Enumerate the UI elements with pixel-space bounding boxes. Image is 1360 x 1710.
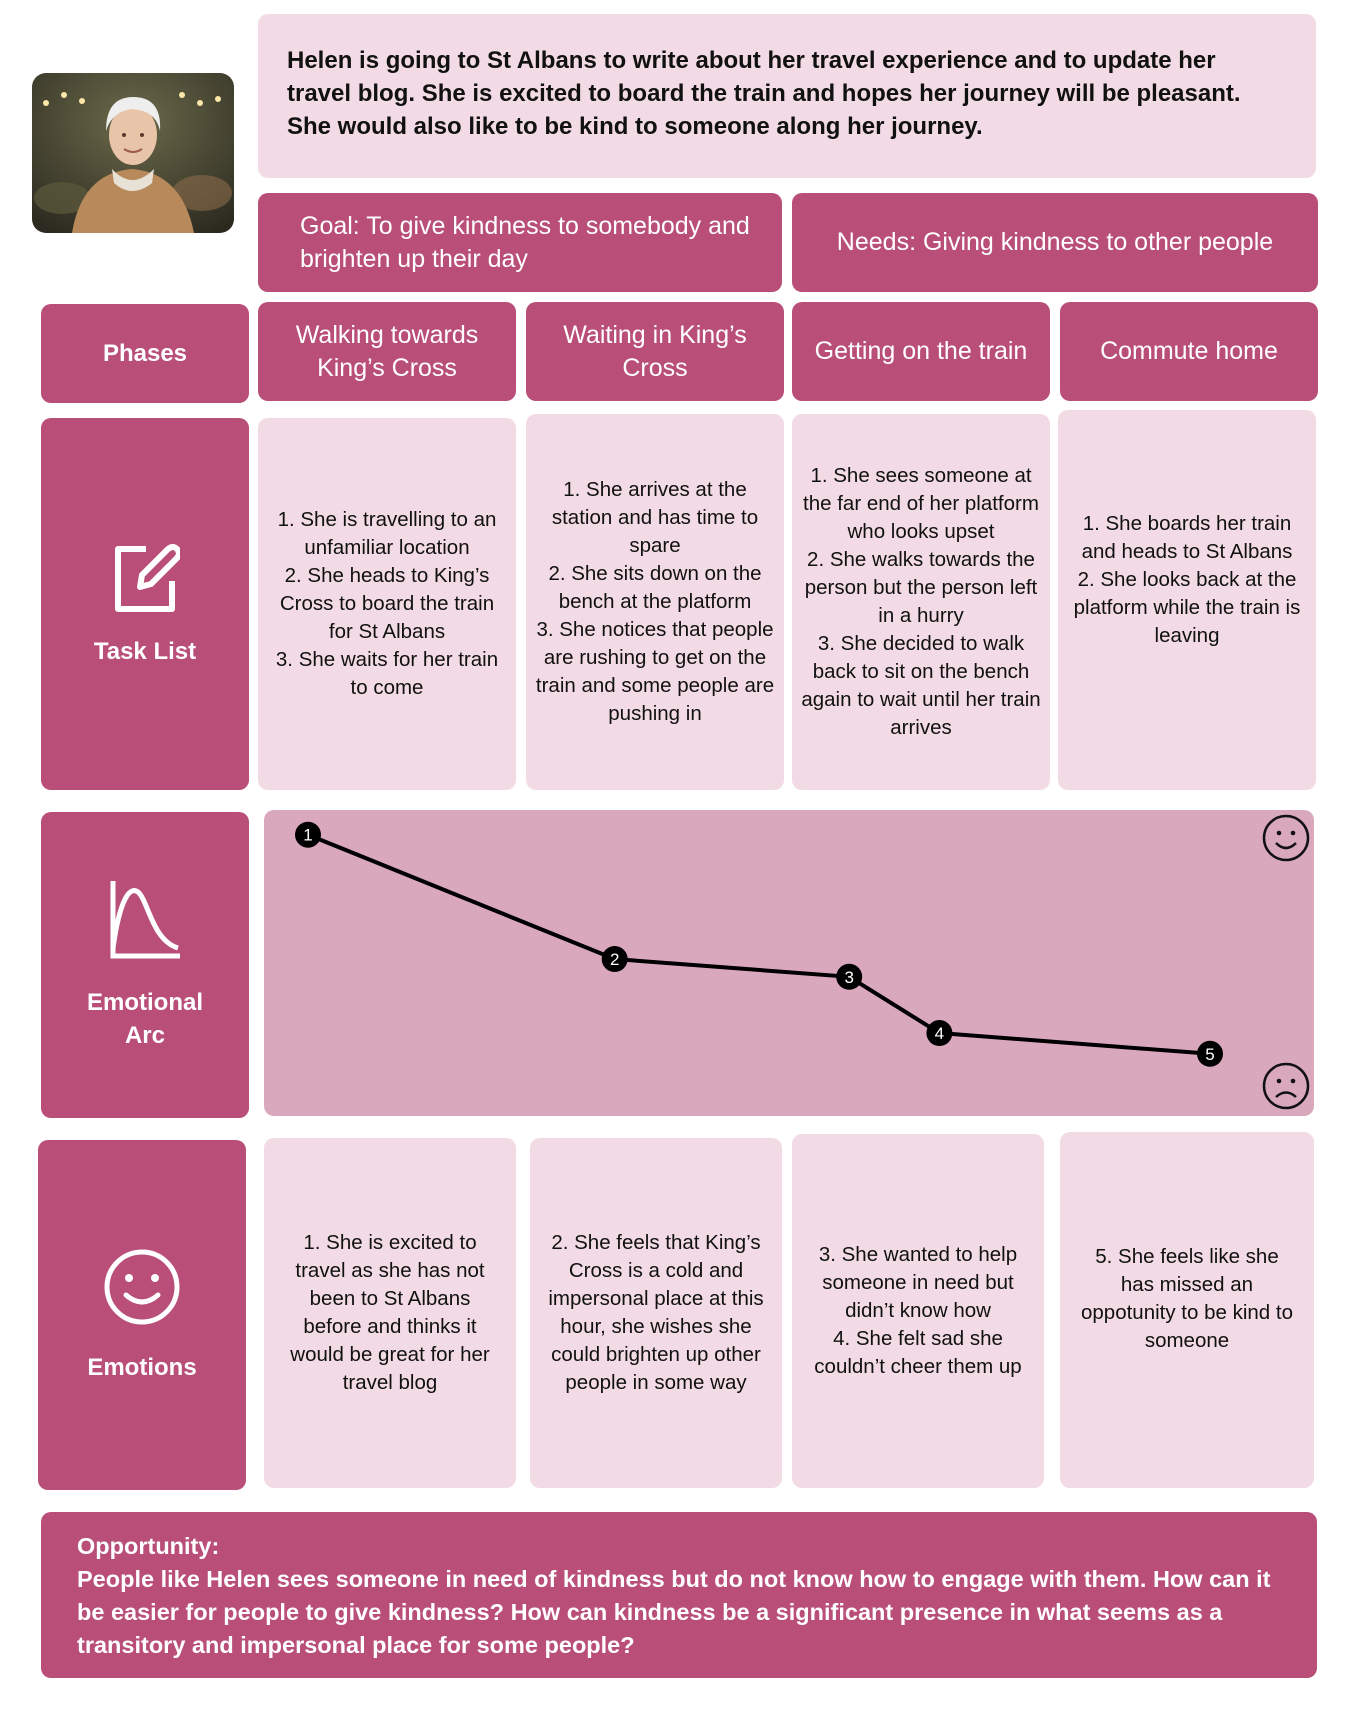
happy-face-icon xyxy=(1264,816,1308,860)
row-label-phases xyxy=(41,304,249,403)
arc-point-5 xyxy=(1197,1041,1223,1067)
smile-icon xyxy=(102,1247,182,1327)
phase-header-2-label: Waiting in King’s Cross xyxy=(563,320,747,382)
emotional-arc-label: Emotional Arc xyxy=(86,989,203,1049)
task-item: 3. She notices that people are rushing to get on the train and some people are pushing in xyxy=(535,618,775,725)
phases-label: Phases xyxy=(102,340,188,367)
task-list-label: Task List xyxy=(93,637,197,665)
row-label-task-list xyxy=(41,418,249,790)
phase-header-3 xyxy=(792,302,1050,401)
persona-photo xyxy=(32,73,234,233)
task-cell-4 xyxy=(1058,410,1316,790)
phase-header-3-label: Getting on the train xyxy=(814,337,1028,365)
arc-point-label: 2 xyxy=(609,950,620,970)
arc-point-label: 1 xyxy=(303,825,313,845)
edit-icon xyxy=(110,541,180,615)
task-item: 1. She boards her train and heads to St Albans xyxy=(1081,512,1293,563)
phase-header-1-label: Walking towards King’s Cross xyxy=(295,320,479,382)
task-item: 1. She is travelling to an unfamiliar location xyxy=(277,508,497,559)
needs-text: Needs: Giving kindness to other people xyxy=(836,228,1274,256)
emotion-item: 3. She wanted to help someone in need but didn’t know how xyxy=(818,1243,1018,1322)
task-item: 1. She arrives at the station and has time to spare xyxy=(551,478,759,557)
phase-header-2 xyxy=(526,302,784,401)
row-label-emotional-arc xyxy=(41,812,249,1118)
arc-point-label: 3 xyxy=(844,967,854,987)
opportunity-title: Opportunity: xyxy=(77,1533,220,1559)
persona-intro-text: Helen is going to St Albans to write about her travel experience and to update her travel blog. She is excited to board the train and hopes her journey will be pleasant. She would also like to be kind to someone along her journey. xyxy=(287,47,1241,140)
arc-point-4 xyxy=(926,1020,952,1046)
arc-point-label: 4 xyxy=(934,1024,945,1044)
emotion-cell-3 xyxy=(792,1134,1044,1488)
opportunity-text: People like Helen sees someone in need of kindness but do not know how to engage with them. How can it be easier for people to give kindness? How can kindness be a significant presence in what seems as a transitory and impersonal place for some people? xyxy=(77,1566,1271,1658)
emotion-cell-4 xyxy=(1060,1132,1314,1488)
task-item: 2. She looks back at the platform while the train is leaving xyxy=(1073,568,1301,647)
phase-header-4 xyxy=(1060,302,1318,401)
arc-point-label: 5 xyxy=(1205,1044,1215,1064)
phase-header-4-label: Commute home xyxy=(1100,337,1278,365)
emotion-cell-2 xyxy=(530,1138,782,1488)
curve-chart-icon xyxy=(108,878,182,962)
phase-header-1 xyxy=(258,302,516,401)
task-cell-3 xyxy=(792,414,1050,790)
goal-box xyxy=(258,193,782,292)
emotions-label: Emotions xyxy=(87,1353,197,1381)
emotion-cell-1 xyxy=(264,1138,516,1488)
task-item: 2. She sits down on the bench at the platform xyxy=(548,562,762,613)
emotion-item: 2. She feels that King’s Cross is a cold and impersonal place at this hour, she wishes she could brighten up other people in some way xyxy=(548,1231,764,1394)
needs-box xyxy=(792,193,1318,292)
task-item: 2. She walks towards the person but the person left in a hurry xyxy=(804,548,1038,627)
arc-point-3 xyxy=(836,964,862,990)
task-cell-2 xyxy=(526,414,784,790)
arc-point-2 xyxy=(602,946,628,972)
task-item: 3. She waits for her train to come xyxy=(275,648,499,699)
sad-face-icon xyxy=(1264,1064,1308,1108)
row-label-emotions xyxy=(38,1140,246,1490)
opportunity-box xyxy=(41,1512,1317,1678)
persona-intro xyxy=(258,14,1316,178)
emotional-arc-svg xyxy=(264,810,1314,1116)
emotional-arc-chart xyxy=(264,810,1314,1116)
task-cell-1 xyxy=(258,418,516,790)
goal-text: Goal: To give kindness to somebody and brighten up their day xyxy=(300,211,750,273)
emotion-item: 4. She felt sad she couldn’t cheer them up xyxy=(814,1327,1022,1378)
task-item: 3. She decided to walk back to sit on the bench again to wait until her train arrives xyxy=(801,632,1041,739)
arc-line xyxy=(308,835,1210,1054)
emotion-item: 5. She feels like she has missed an oppotunity to be kind to someone xyxy=(1081,1245,1293,1352)
task-item: 2. She heads to King’s Cross to board the train for St Albans xyxy=(279,564,495,643)
arc-point-1 xyxy=(295,822,321,848)
task-item: 1. She sees someone at the far end of her platform who looks upset xyxy=(803,464,1039,543)
emotion-item: 1. She is excited to travel as she has not been to St Albans before and thinks it would be great for her travel blog xyxy=(290,1231,490,1394)
